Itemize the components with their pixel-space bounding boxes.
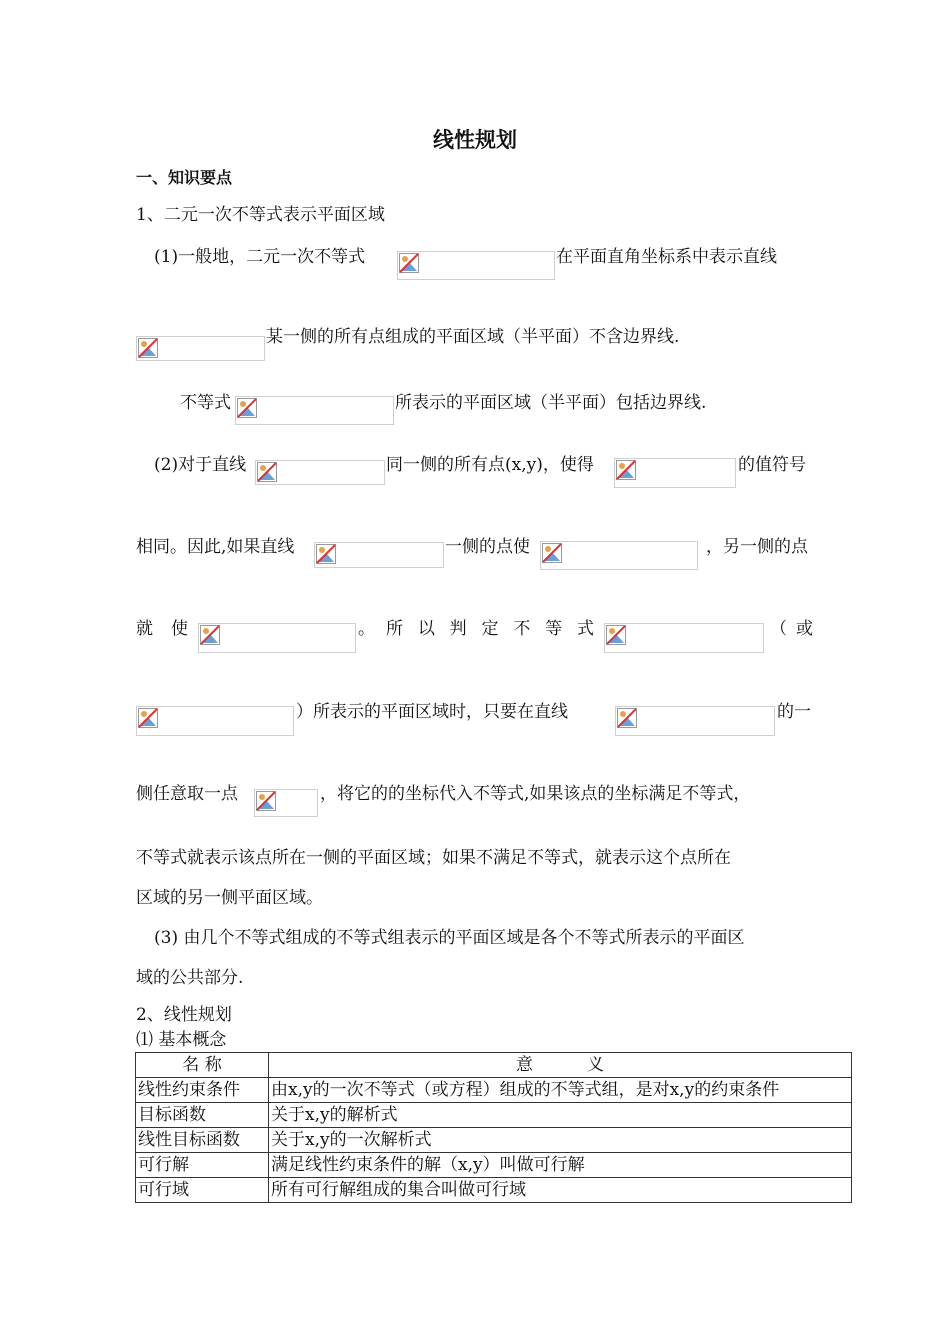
broken-image-icon (606, 625, 626, 645)
char: 以 (417, 619, 435, 639)
table-row (136, 1103, 852, 1128)
table-row (136, 1178, 852, 1203)
paragraph-text: ，将它的的坐标代入不等式,如果该点的坐标满足不等式， (320, 784, 751, 804)
paragraph-text: 某一侧的所有点组成的平面区域（半平面）不含边界线. (266, 327, 680, 347)
paragraph-text: 区域的另一侧平面区域。 (136, 888, 323, 908)
paragraph-text: 。 (358, 619, 375, 639)
table-cell-term: 可行解 (136, 1153, 269, 1178)
paragraph-text: ）所表示的平面区域时，只要在直线 (296, 702, 568, 722)
broken-image-icon (399, 253, 419, 273)
broken-image-icon (138, 338, 158, 358)
concept-table (135, 1052, 852, 1203)
broken-image-icon (256, 791, 276, 811)
table-header-cell: 名 称 (136, 1053, 269, 1078)
table-row (136, 1128, 852, 1153)
formula-image (615, 706, 775, 736)
paragraph-text: 的值符号 (738, 455, 806, 475)
subsection-2-1: ⑴ 基本概念 (136, 1030, 227, 1050)
formula-image (314, 542, 444, 568)
broken-image-icon (138, 708, 158, 728)
char: 判 (449, 619, 467, 639)
justified-text (136, 618, 188, 640)
formula-image (235, 396, 394, 425)
formula-image (540, 541, 698, 570)
page-title: 线性规划 (433, 128, 517, 152)
subsection-2: 2、线性规划 (136, 1005, 232, 1025)
subsection-1: 1、二元一次不等式表示平面区域 (136, 205, 385, 225)
formula-image (254, 789, 318, 817)
paragraph-text: 侧任意取一点 (136, 784, 238, 804)
paragraph-text: (1)一般地，二元一次不等式 (154, 247, 366, 267)
formula-image (397, 251, 555, 280)
formula-image (198, 623, 356, 653)
broken-image-icon (616, 460, 636, 480)
broken-image-icon (200, 625, 220, 645)
table-cell-term: 目标函数 (136, 1103, 269, 1128)
section-heading-knowledge: 一、知识要点 (136, 168, 233, 187)
char: 式 (576, 619, 594, 639)
formula-image (136, 336, 265, 361)
table-cell-meaning: 所有可行解组成的集合叫做可行域 (269, 1178, 852, 1203)
paragraph-text: 域的公共部分. (136, 968, 244, 988)
formula-image (255, 460, 385, 485)
paragraph-text: 的一 (777, 702, 811, 722)
broken-image-icon (617, 708, 637, 728)
broken-image-icon (316, 544, 336, 564)
justified-text (386, 618, 594, 640)
broken-image-icon (542, 543, 562, 563)
table-cell-meaning: 满足线性约束条件的解（x,y）叫做可行解 (269, 1153, 852, 1178)
table-cell-term: 线性目标函数 (136, 1128, 269, 1153)
table-row (136, 1078, 852, 1103)
paragraph-text: 不等式 (180, 393, 231, 413)
paragraph-text: 或 (796, 619, 813, 639)
paragraph-text: 一侧的点使 (445, 537, 530, 557)
paragraph-text: (3) 由几个不等式组成的不等式组表示的平面区域是各个不等式所表示的平面区 (154, 928, 745, 948)
paragraph-text: (2)对于直线 (154, 455, 247, 475)
formula-image (136, 706, 294, 736)
paragraph-text: 所表示的平面区域（半平面）包括边界线. (395, 393, 707, 413)
table-row (136, 1153, 852, 1178)
formula-image (604, 623, 764, 653)
paragraph-text: 在平面直角坐标系中表示直线 (556, 247, 777, 267)
broken-image-icon (237, 398, 257, 418)
table-header-row (136, 1053, 852, 1078)
table-cell-meaning: 由x,y的一次不等式（或方程）组成的不等式组，是对x,y的约束条件 (269, 1078, 852, 1103)
paragraph-text: 不等式就表示该点所在一侧的平面区域；如果不满足不等式，就表示这个点所在 (136, 848, 731, 868)
table-cell-meaning: 关于x,y的解析式 (269, 1103, 852, 1128)
broken-image-icon (257, 462, 277, 482)
char: 使 (171, 619, 188, 639)
formula-image (614, 458, 736, 488)
char: 定 (481, 619, 499, 639)
table-cell-meaning: 关于x,y的一次解析式 (269, 1128, 852, 1153)
paragraph-text: ，另一侧的点 (706, 537, 808, 557)
char: 所 (386, 619, 403, 639)
paragraph-text: 同一侧的所有点(x,y)，使得 (386, 455, 594, 475)
table-cell-term: 线性约束条件 (136, 1078, 269, 1103)
char: 不 (513, 619, 531, 639)
char: 等 (545, 619, 563, 639)
table-header-cell: 意 义 (269, 1053, 852, 1078)
paragraph-text: （ (770, 619, 787, 639)
paragraph-text: 相同。因此,如果直线 (136, 537, 295, 557)
table-cell-term: 可行域 (136, 1178, 269, 1203)
char: 就 (136, 619, 153, 639)
